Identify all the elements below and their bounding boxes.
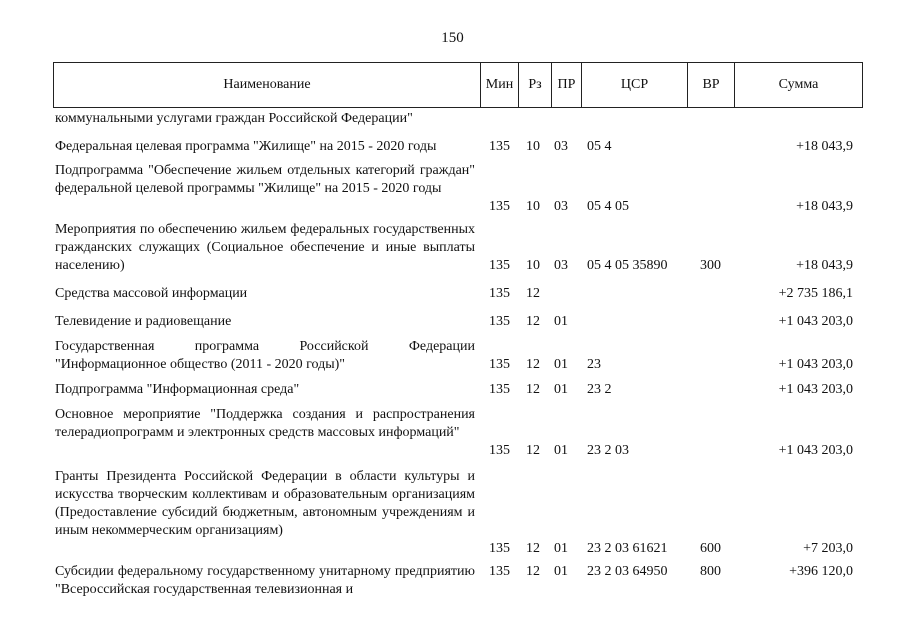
- row-name: Подпрограмма "Информационная среда": [55, 382, 300, 397]
- row-pr: 03: [554, 258, 568, 273]
- table-row: [55, 563, 863, 599]
- row-name: Субсидии федеральному государственному унитарному предприятию "Всероссийская государственная телевизионная и: [55, 564, 475, 597]
- row-min: 135: [489, 139, 510, 154]
- table-header: [53, 62, 863, 108]
- row-rz: 12: [526, 286, 540, 301]
- row-sum: +18 043,9: [796, 258, 853, 273]
- table-row: [55, 338, 863, 374]
- row-pr: 01: [554, 357, 568, 372]
- column-header-min: Мин: [480, 63, 518, 107]
- table-row: [55, 468, 863, 558]
- row-sum: +2 735 186,1: [778, 286, 853, 301]
- row-min: 135: [489, 357, 510, 372]
- row-min: 135: [489, 382, 510, 397]
- row-rz: 10: [526, 139, 540, 154]
- table-row: [55, 110, 863, 128]
- row-min: 135: [489, 286, 510, 301]
- row-min: 135: [489, 314, 510, 329]
- table-row: [55, 138, 863, 156]
- row-sum: +396 120,0: [789, 564, 853, 579]
- row-pr: 01: [554, 443, 568, 458]
- column-header-pr: ПР: [551, 63, 581, 107]
- row-csr: 23 2: [587, 382, 612, 397]
- row-name: Мероприятия по обеспечению жильем федеральных государственных гражданских служащих (Социальное обеспечение и иные выплаты населению): [55, 222, 475, 273]
- column-header-name: Наименование: [223, 77, 311, 92]
- row-rz: 10: [526, 258, 540, 273]
- row-name: Федеральная целевая программа "Жилище" на 2015 - 2020 годы: [55, 139, 437, 154]
- row-sum: +18 043,9: [796, 199, 853, 214]
- column-header-csr: ЦСР: [581, 63, 687, 107]
- row-csr: 23 2 03 61621: [587, 541, 668, 556]
- row-csr: 23 2 03 64950: [587, 564, 668, 579]
- row-name: Подпрограмма "Обеспечение жильем отдельных категорий граждан" федеральной целевой программы "Жилище" на 2015 - 2020 годы: [55, 163, 475, 196]
- column-header-rz: Рз: [518, 63, 551, 107]
- row-pr: 01: [554, 314, 568, 329]
- row-rz: 12: [526, 357, 540, 372]
- table-row: [55, 406, 863, 460]
- column-header-vr: ВР: [687, 63, 734, 107]
- row-csr: 05 4 05: [587, 199, 629, 214]
- row-vr: 600: [700, 541, 721, 556]
- row-name: коммунальными услугами граждан Российской Федерации": [55, 111, 413, 126]
- row-min: 135: [489, 443, 510, 458]
- row-rz: 10: [526, 199, 540, 214]
- row-vr: 300: [700, 258, 721, 273]
- row-csr: 05 4: [587, 139, 612, 154]
- row-rz: 12: [526, 564, 540, 579]
- row-pr: 01: [554, 564, 568, 579]
- row-min: 135: [489, 199, 510, 214]
- row-pr: 03: [554, 199, 568, 214]
- row-sum: +1 043 203,0: [778, 314, 853, 329]
- row-pr: 01: [554, 382, 568, 397]
- row-name: Средства массовой информации: [55, 286, 248, 301]
- row-min: 135: [489, 541, 510, 556]
- table-row: [55, 285, 863, 303]
- row-pr: 01: [554, 541, 568, 556]
- row-min: 135: [489, 258, 510, 273]
- row-name: Основное мероприятие "Поддержка создания и распространения телерадиопрограмм и электронных средств массовых информаций": [55, 407, 475, 440]
- table-row: [55, 221, 863, 275]
- row-rz: 12: [526, 382, 540, 397]
- row-name: Телевидение и радиовещание: [55, 314, 232, 329]
- row-sum: +1 043 203,0: [778, 443, 853, 458]
- row-csr: 05 4 05 35890: [587, 258, 668, 273]
- row-pr: 03: [554, 139, 568, 154]
- row-sum: +7 203,0: [803, 541, 853, 556]
- row-rz: 12: [526, 443, 540, 458]
- row-name: Гранты Президента Российской Федерации в области культуры и искусства творческим коллективам и образовательным организациям (Предоставление субсидий бюджетным, автономным учреждениям и иным некоммерческим организациям): [55, 469, 475, 538]
- row-vr: 800: [700, 564, 721, 579]
- table-row: [55, 381, 863, 399]
- row-rz: 12: [526, 314, 540, 329]
- row-rz: 12: [526, 541, 540, 556]
- row-csr: 23: [587, 357, 601, 372]
- row-min: 135: [489, 564, 510, 579]
- row-sum: +1 043 203,0: [778, 357, 853, 372]
- row-name: Государственная программа Российской Федерации "Информационное общество (2011 - 2020 годы)": [55, 339, 475, 372]
- column-header-sum: Сумма: [734, 63, 862, 107]
- row-sum: +1 043 203,0: [778, 382, 853, 397]
- table-row: [55, 162, 863, 216]
- table-row: [55, 313, 863, 331]
- row-csr: 23 2 03: [587, 443, 629, 458]
- page-number: 150: [441, 30, 464, 46]
- row-sum: +18 043,9: [796, 139, 853, 154]
